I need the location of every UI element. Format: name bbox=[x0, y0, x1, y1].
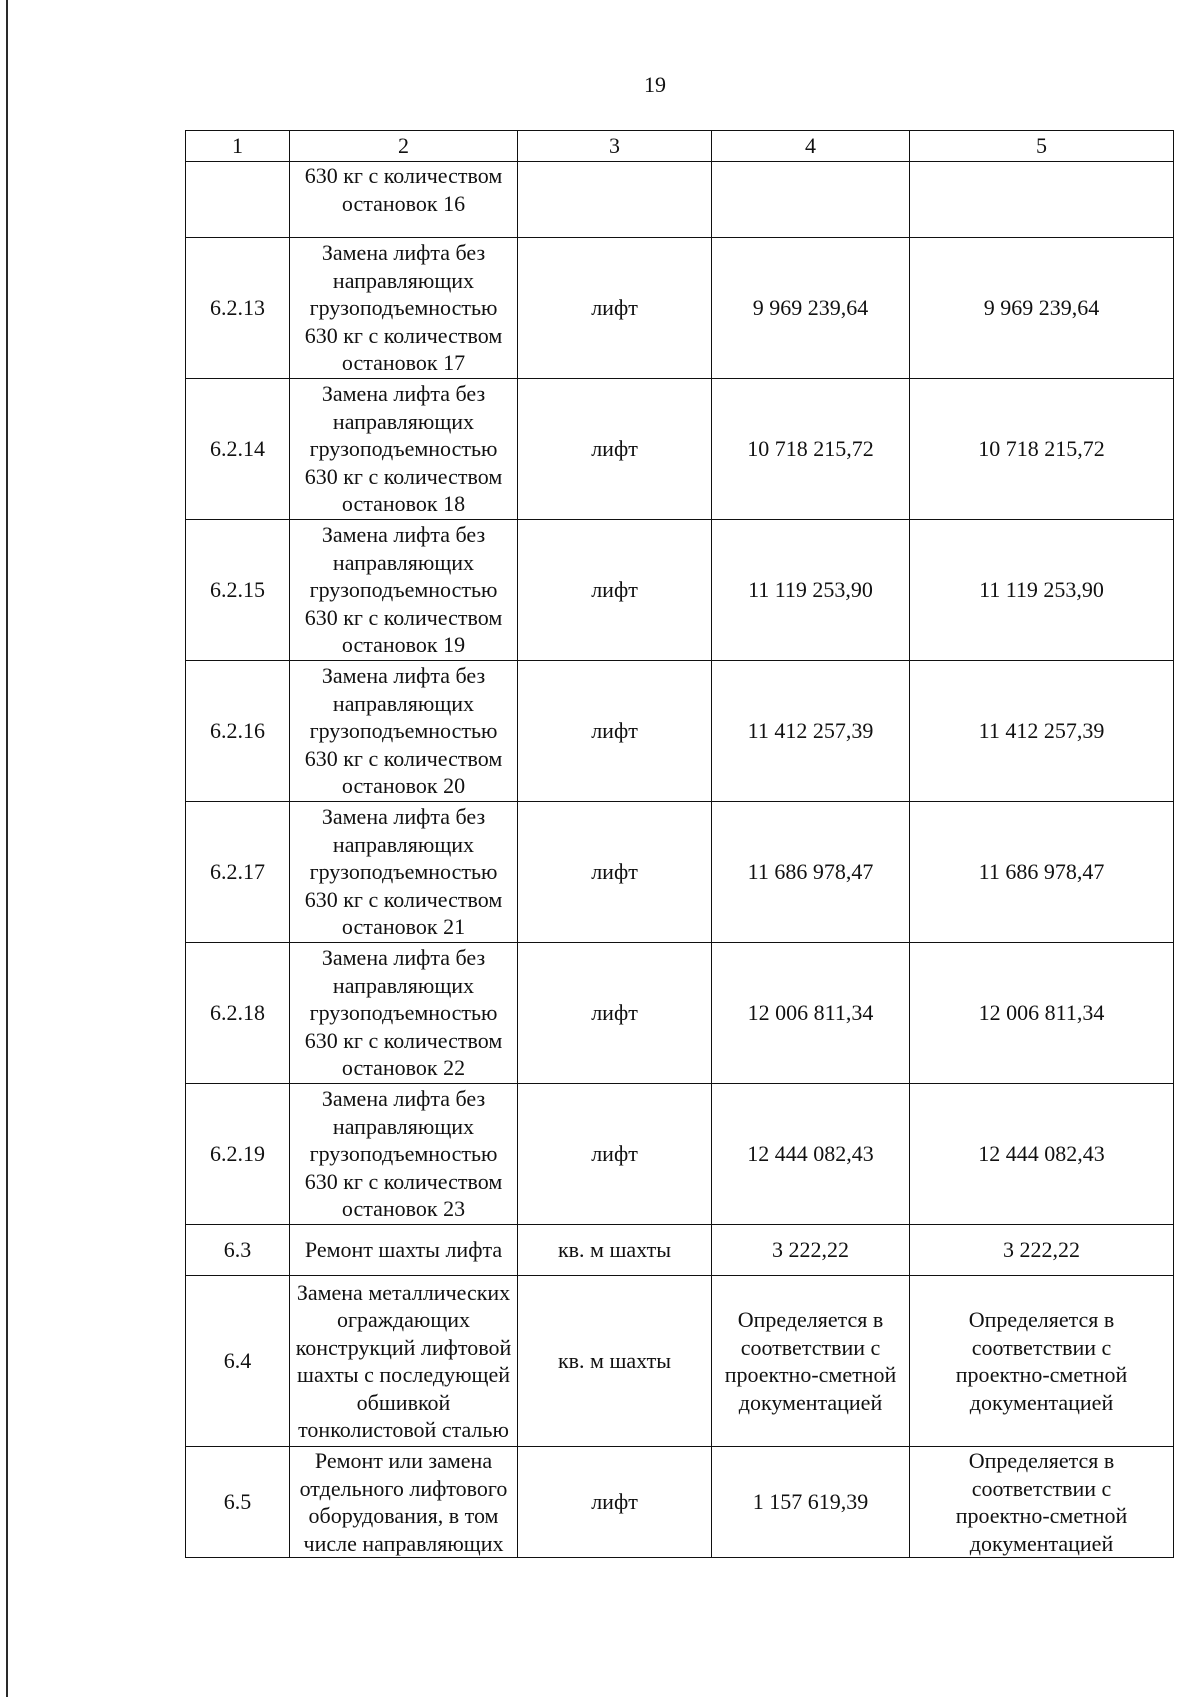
price-cell-col4: Определяется в соответствии с проектно-сметной документацией bbox=[712, 1276, 910, 1447]
price-cell-col5: 3 222,22 bbox=[910, 1225, 1174, 1276]
row-number-cell: 6.3 bbox=[186, 1225, 290, 1276]
description-cell: Замена лифта без направляющих грузоподъемностью 630 кг с количеством остановок 18 bbox=[290, 379, 518, 520]
column-header-3: 3 bbox=[518, 131, 712, 162]
price-cell-col4: 3 222,22 bbox=[712, 1225, 910, 1276]
table-row bbox=[186, 238, 1174, 379]
description-cell: Замена лифта без направляющих грузоподъемностью 630 кг с количеством остановок 19 bbox=[290, 520, 518, 661]
table-row bbox=[186, 661, 1174, 802]
price-cell-col4 bbox=[712, 162, 910, 238]
price-cell-col5: 12 444 082,43 bbox=[910, 1084, 1174, 1225]
rates-table bbox=[185, 130, 1174, 1558]
price-cell-col5: 12 006 811,34 bbox=[910, 943, 1174, 1084]
description-cell: Ремонт шахты лифта bbox=[290, 1225, 518, 1276]
table-row bbox=[186, 1225, 1174, 1276]
description-cell: Замена лифта без направляющих грузоподъемностью 630 кг с количеством остановок 22 bbox=[290, 943, 518, 1084]
price-cell-col4: 1 157 619,39 bbox=[712, 1447, 910, 1558]
table-row bbox=[186, 1084, 1174, 1225]
table-row-continuation bbox=[186, 162, 1174, 238]
unit-cell: лифт bbox=[518, 238, 712, 379]
description-cell: Ремонт или замена отдельного лифтового оборудования, в том числе направляющих bbox=[290, 1447, 518, 1558]
price-cell-col5: 9 969 239,64 bbox=[910, 238, 1174, 379]
table-row bbox=[186, 520, 1174, 661]
price-cell-col4: 11 686 978,47 bbox=[712, 802, 910, 943]
price-cell-col4: 12 006 811,34 bbox=[712, 943, 910, 1084]
table-row bbox=[186, 943, 1174, 1084]
unit-cell: лифт bbox=[518, 943, 712, 1084]
price-cell-col5: 11 412 257,39 bbox=[910, 661, 1174, 802]
table-row bbox=[186, 1447, 1174, 1558]
row-number-cell: 6.2.17 bbox=[186, 802, 290, 943]
description-cell: Замена металлических ограждающих конструкций лифтовой шахты с последующей обшивкой тонколистовой сталью bbox=[290, 1276, 518, 1447]
column-header-2: 2 bbox=[290, 131, 518, 162]
row-number-cell: 6.2.14 bbox=[186, 379, 290, 520]
description-cell: Замена лифта без направляющих грузоподъемностью 630 кг с количеством остановок 23 bbox=[290, 1084, 518, 1225]
price-cell-col5: 10 718 215,72 bbox=[910, 379, 1174, 520]
price-cell-col4: 11 119 253,90 bbox=[712, 520, 910, 661]
table-row bbox=[186, 1276, 1174, 1447]
row-number-cell: 6.2.15 bbox=[186, 520, 290, 661]
table-row bbox=[186, 379, 1174, 520]
price-cell-col5 bbox=[910, 162, 1174, 238]
price-cell-col4: 10 718 215,72 bbox=[712, 379, 910, 520]
unit-cell: лифт bbox=[518, 1447, 712, 1558]
table-row bbox=[186, 802, 1174, 943]
table-header-row bbox=[186, 131, 1174, 162]
row-number-cell: 6.5 bbox=[186, 1447, 290, 1558]
column-header-5: 5 bbox=[910, 131, 1174, 162]
price-cell-col5: Определяется в соответствии с проектно-сметной документацией bbox=[910, 1276, 1174, 1447]
unit-cell: лифт bbox=[518, 661, 712, 802]
description-cell: Замена лифта без направляющих грузоподъемностью 630 кг с количеством остановок 20 bbox=[290, 661, 518, 802]
row-number-cell: 6.2.18 bbox=[186, 943, 290, 1084]
price-cell-col4: 12 444 082,43 bbox=[712, 1084, 910, 1225]
unit-cell: лифт bbox=[518, 520, 712, 661]
description-cell: Замена лифта без направляющих грузоподъемностью 630 кг с количеством остановок 17 bbox=[290, 238, 518, 379]
unit-cell: лифт bbox=[518, 802, 712, 943]
price-cell-col5: 11 686 978,47 bbox=[910, 802, 1174, 943]
price-cell-col4: 9 969 239,64 bbox=[712, 238, 910, 379]
page-number: 19 bbox=[644, 72, 666, 97]
description-cell: 630 кг с количеством остановок 16 bbox=[290, 162, 518, 238]
unit-cell: кв. м шахты bbox=[518, 1276, 712, 1447]
row-number-cell: 6.2.19 bbox=[186, 1084, 290, 1225]
unit-cell: лифт bbox=[518, 379, 712, 520]
unit-cell bbox=[518, 162, 712, 238]
row-number-cell bbox=[186, 162, 290, 238]
unit-cell: лифт bbox=[518, 1084, 712, 1225]
price-cell-col5: 11 119 253,90 bbox=[910, 520, 1174, 661]
row-number-cell: 6.2.16 bbox=[186, 661, 290, 802]
price-cell-col4: 11 412 257,39 bbox=[712, 661, 910, 802]
row-number-cell: 6.4 bbox=[186, 1276, 290, 1447]
row-number-cell: 6.2.13 bbox=[186, 238, 290, 379]
column-header-1: 1 bbox=[186, 131, 290, 162]
unit-cell: кв. м шахты bbox=[518, 1225, 712, 1276]
column-header-4: 4 bbox=[712, 131, 910, 162]
price-cell-col5: Определяется в соответствии с проектно-сметной документацией bbox=[910, 1447, 1174, 1558]
description-cell: Замена лифта без направляющих грузоподъемностью 630 кг с количеством остановок 21 bbox=[290, 802, 518, 943]
scan-edge-line bbox=[6, 0, 8, 1697]
